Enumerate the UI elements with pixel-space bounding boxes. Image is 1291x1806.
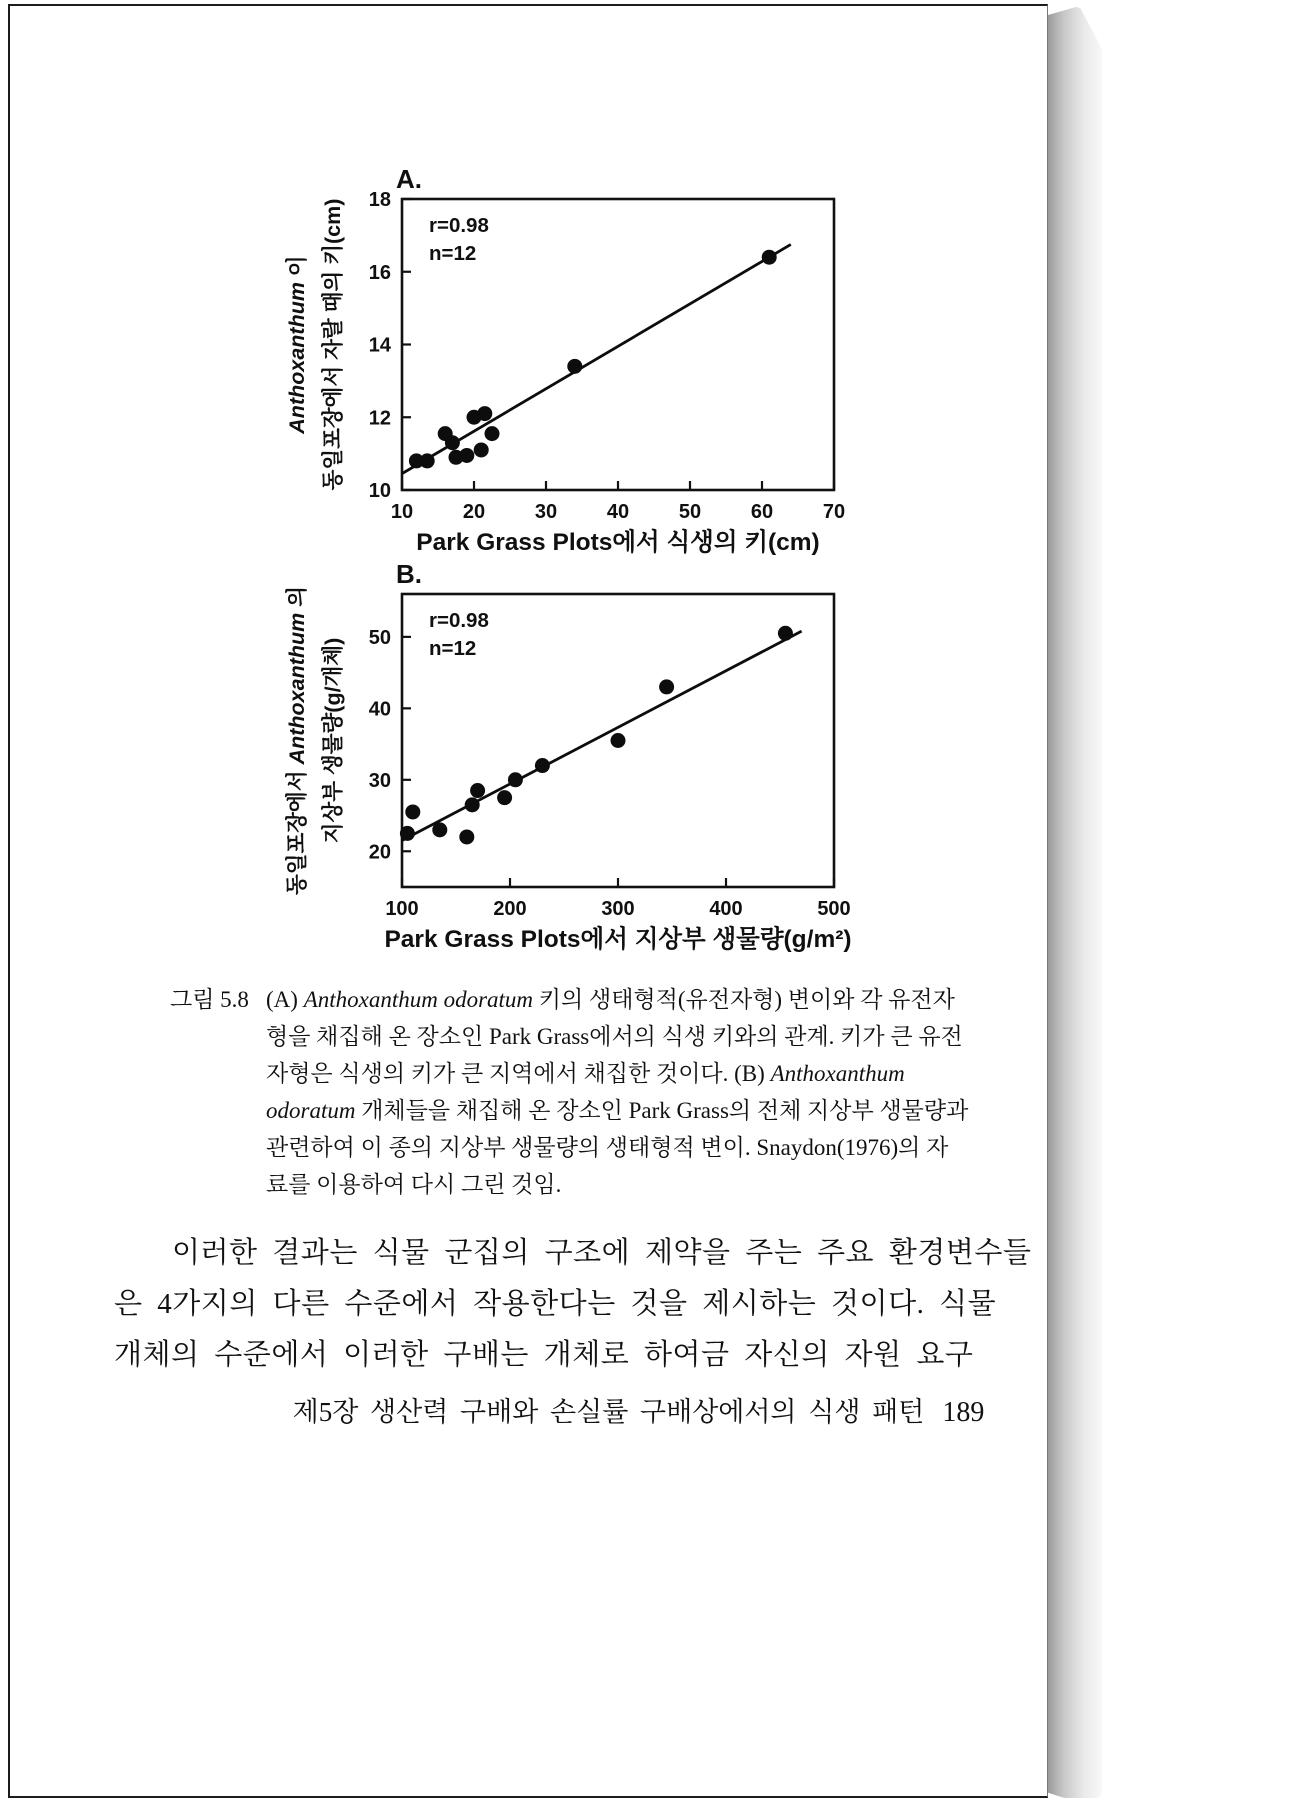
data-point <box>465 797 480 812</box>
figure-panel-a <box>250 156 870 575</box>
panel-label: A. <box>396 164 422 194</box>
caption-line: 관련하여 이 종의 지상부 생물량의 생태형적 변이. Snaydon(1976)의 자 <box>266 1135 949 1160</box>
data-point <box>477 406 492 421</box>
x-tick-label: 200 <box>493 898 527 920</box>
y-tick-label: 16 <box>368 261 391 284</box>
page-footer <box>10 1390 1047 1429</box>
caption-line: odoratum 개체들을 채집해 온 장소인 Park Grass의 전체 지상부 생물량과 <box>266 1098 969 1123</box>
page-number: 189 <box>942 1397 985 1428</box>
figure-caption-text <box>266 981 982 1203</box>
x-tick-label: 40 <box>606 501 630 523</box>
x-tick-label: 300 <box>601 898 635 920</box>
x-tick-label: 30 <box>534 501 558 523</box>
x-axis-label: Park Grass Plots에서 식생의 키(cm) <box>416 529 820 556</box>
x-tick-label: 70 <box>822 501 846 523</box>
panel-label: B. <box>396 559 422 589</box>
scatter-plot-b <box>250 551 870 967</box>
data-point <box>508 772 523 787</box>
data-point <box>400 826 415 841</box>
data-point <box>432 822 447 837</box>
x-tick-label: 50 <box>678 501 702 523</box>
data-point <box>474 442 489 457</box>
caption-line: 료를 이용하여 다시 그린 것임. <box>266 1172 562 1197</box>
body-line: 이러한 결과는 식물 군집의 구조에 제약을 주는 주요 환경변수들 <box>172 1237 1032 1269</box>
x-tick-label: 10 <box>390 501 414 523</box>
fit-line <box>402 631 802 840</box>
x-tick-label: 500 <box>817 898 851 920</box>
data-point <box>762 250 777 265</box>
data-point <box>459 829 474 844</box>
y-tick-label: 40 <box>368 698 391 721</box>
y-tick-label: 14 <box>368 334 391 357</box>
x-axis-label: Park Grass Plots에서 지상부 생물량(g/m²) <box>384 926 852 953</box>
x-tick-label: 20 <box>462 501 486 523</box>
data-point <box>485 426 500 441</box>
data-point <box>405 804 420 819</box>
figure-panel-b <box>250 551 870 972</box>
body-line: 은 4가지의 다른 수준에서 작용한다는 것을 제시하는 것이다. 식물 <box>114 1288 997 1320</box>
figure-caption <box>170 981 982 1203</box>
x-tick-label: 400 <box>709 898 743 920</box>
running-title: 제5장 생산력 구배와 손실률 구배상에서의 식생 패턴 <box>292 1397 925 1427</box>
stats-annotation: r=0.98 <box>429 214 489 237</box>
data-point <box>659 679 674 694</box>
stats-annotation: n=12 <box>429 242 477 265</box>
data-point <box>611 733 626 748</box>
y-axis-label: 지상부 생물량(g/개체) <box>321 637 345 844</box>
book-page-stack-edge <box>1048 6 1102 1798</box>
y-tick-label: 18 <box>368 189 391 211</box>
body-line: 개체의 수준에서 이러한 구배는 개체로 하여금 자신의 자원 요구 <box>114 1339 974 1371</box>
y-tick-label: 12 <box>368 407 391 430</box>
y-axis-label: 동일포장에서 Anthoxanthum 의 <box>285 585 309 896</box>
stats-annotation: r=0.98 <box>429 609 489 632</box>
y-tick-label: 20 <box>368 841 391 864</box>
data-point <box>567 359 582 374</box>
y-axis-label: 동일포장에서 자랄 때의 키(cm) <box>321 198 345 491</box>
body-paragraph <box>114 1228 1032 1381</box>
data-point <box>778 626 793 641</box>
data-point <box>535 758 550 773</box>
y-tick-label: 30 <box>368 769 391 792</box>
data-point <box>470 783 485 798</box>
caption-line: 자형은 식생의 키가 큰 지역에서 채집한 것이다. (B) Anthoxanthum <box>266 1061 905 1086</box>
y-tick-label: 10 <box>368 480 391 502</box>
y-axis-label: Anthoxanthum 이 <box>285 255 309 434</box>
caption-line: (A) Anthoxanthum odoratum 키의 생태형적(유전자형) 변이와 각 유전자 <box>266 987 955 1012</box>
data-point <box>445 435 460 450</box>
data-point <box>459 448 474 463</box>
fit-line <box>402 244 791 473</box>
figure-caption-label: 그림 5.8 <box>170 987 249 1012</box>
caption-line: 형을 채집해 온 장소인 Park Grass에서의 식생 키와의 관계. 키가 큰 유전 <box>266 1024 963 1049</box>
scatter-plot-a <box>250 156 870 570</box>
x-tick-label: 100 <box>385 898 419 920</box>
x-tick-label: 60 <box>750 501 774 523</box>
page <box>8 4 1048 1798</box>
data-point <box>420 453 435 468</box>
stats-annotation: n=12 <box>429 637 477 660</box>
y-tick-label: 50 <box>368 626 391 649</box>
data-point <box>497 790 512 805</box>
